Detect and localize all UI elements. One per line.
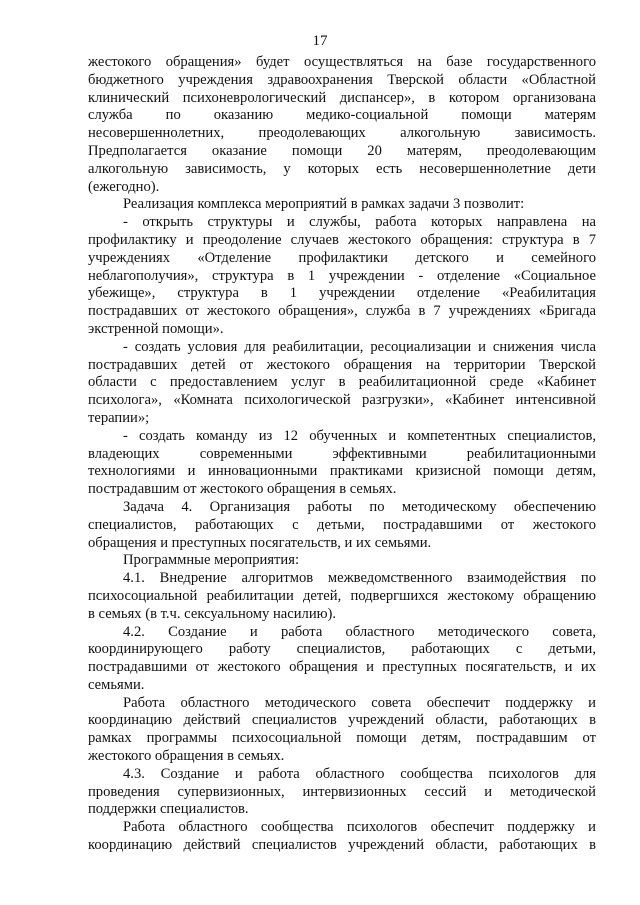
paragraph [88,552,596,570]
text-line: семьями. [88,676,145,693]
text-line: профилактику и преодоление случаев жестокого обращения: структура в 7 [88,231,596,248]
text-line: - открыть структуры и службы, работа которых направлена на [123,214,596,231]
paragraph [88,695,596,766]
text-line: Работа областного методического совета обеспечит поддержку и [123,694,596,711]
text-line: 4.2. Создание и работа областного методического совета, [123,623,596,640]
text-line: (ежегодно). [88,178,160,195]
text-line: бюджетного учреждения здравоохранения Тверской области «Областной [88,71,596,88]
text-line: психолога», «Комната психологической разгрузки», «Кабинет интенсивной [88,392,596,409]
text-line: Задача 4. Организация работы по методическому обеспечению [123,498,596,515]
paragraph [88,819,596,855]
text-line: Предполагается оказание помощи 20 матерям, преодолевающим [88,142,596,159]
text-line: в семьях (в т.ч. сексуальному насилию). [88,605,337,622]
paragraph [88,428,596,499]
text-line: поддержки специалистов. [88,801,249,818]
paragraph [88,54,596,196]
text-line: алкогольную зависимость, у которых есть несовершеннолетние дети [88,160,596,177]
document-body [88,54,596,855]
text-line: рамках программы психосоциальной помощи детям, пострадавшим от [88,730,596,747]
text-line: Программные мероприятия: [123,552,299,569]
paragraph [88,624,596,695]
text-line: терапии»; [88,409,150,426]
paragraph [88,570,596,623]
text-line: 4.1. Внедрение алгоритмов межведомственного взаимодействия по [123,570,596,587]
text-line: области с предоставлением услуг в реабилитационной среде «Кабинет [88,374,596,391]
paragraph [88,214,596,339]
paragraph [88,766,596,819]
text-line: учреждениях «Отделение профилактики детского и семейного [88,249,596,266]
text-line: Работа областного сообщества психологов обеспечит поддержку и [123,819,596,836]
text-line: убежище», структура в 1 учреждении отделение «Реабилитация [88,285,596,302]
text-line: пострадавшим от жестокого обращения в семьях. [88,481,397,498]
text-line: психосоциальной реабилитации детей, подвергшихся жестокому обращению [88,587,596,604]
text-line: - создать команду из 12 обученных и компетентных специалистов, [123,427,596,444]
text-line: клинический психоневрологический диспансер», в котором организована [88,89,596,106]
text-line: 4.3. Создание и работа областного сообщества психологов для [123,765,596,782]
text-line: служба по оказанию медико-социальной помощи матерям [88,107,596,124]
text-line: жестокого обращения» будет осуществляться на базе государственного [88,54,596,70]
text-line: владеющих современными эффективными реабилитационными [88,445,596,462]
text-line: - создать условия для реабилитации, ресоциализации и снижения числа [123,338,596,355]
text-line: неблагополучия», структура в 1 учреждении - отделение «Социальное [88,267,596,284]
paragraph [88,196,596,214]
text-line: пострадавших от жестокого обращения», служба в 7 учреждениях «Бригада [88,303,596,320]
text-line: специалистов, работающих с детьми, пострадавшими от жестокого [88,516,596,533]
text-line: экстренной помощи». [88,320,224,337]
text-line: пострадавших детей от жестокого обращения на территории Тверской [88,356,596,373]
text-line: координацию действий специалистов учреждений области, работающих в [88,712,596,729]
text-line: технологиями и инновационными практиками кризисной помощи детям, [88,463,596,480]
page-number: 17 [312,33,328,49]
text-line: координирующего работу специалистов, работающих с детьми, [88,641,596,658]
text-line: обращения и преступных посягательств, и их семьями. [88,534,432,551]
text-line: пострадавшими от жестокого обращения и преступных посягательств, и их [88,659,596,676]
text-line: проведения супервизионных, интервизионных сессий и методической [88,783,596,800]
text-line: жестокого обращения в семьях. [88,748,285,765]
paragraph [88,339,596,428]
text-line: координацию действий специалистов учреждений области, работающих в [88,837,596,854]
text-line: Реализация комплекса мероприятий в рамках задачи 3 позволит: [123,196,525,213]
text-line: несовершеннолетних, преодолевающих алкогольную зависимость. [88,125,596,142]
paragraph [88,499,596,552]
